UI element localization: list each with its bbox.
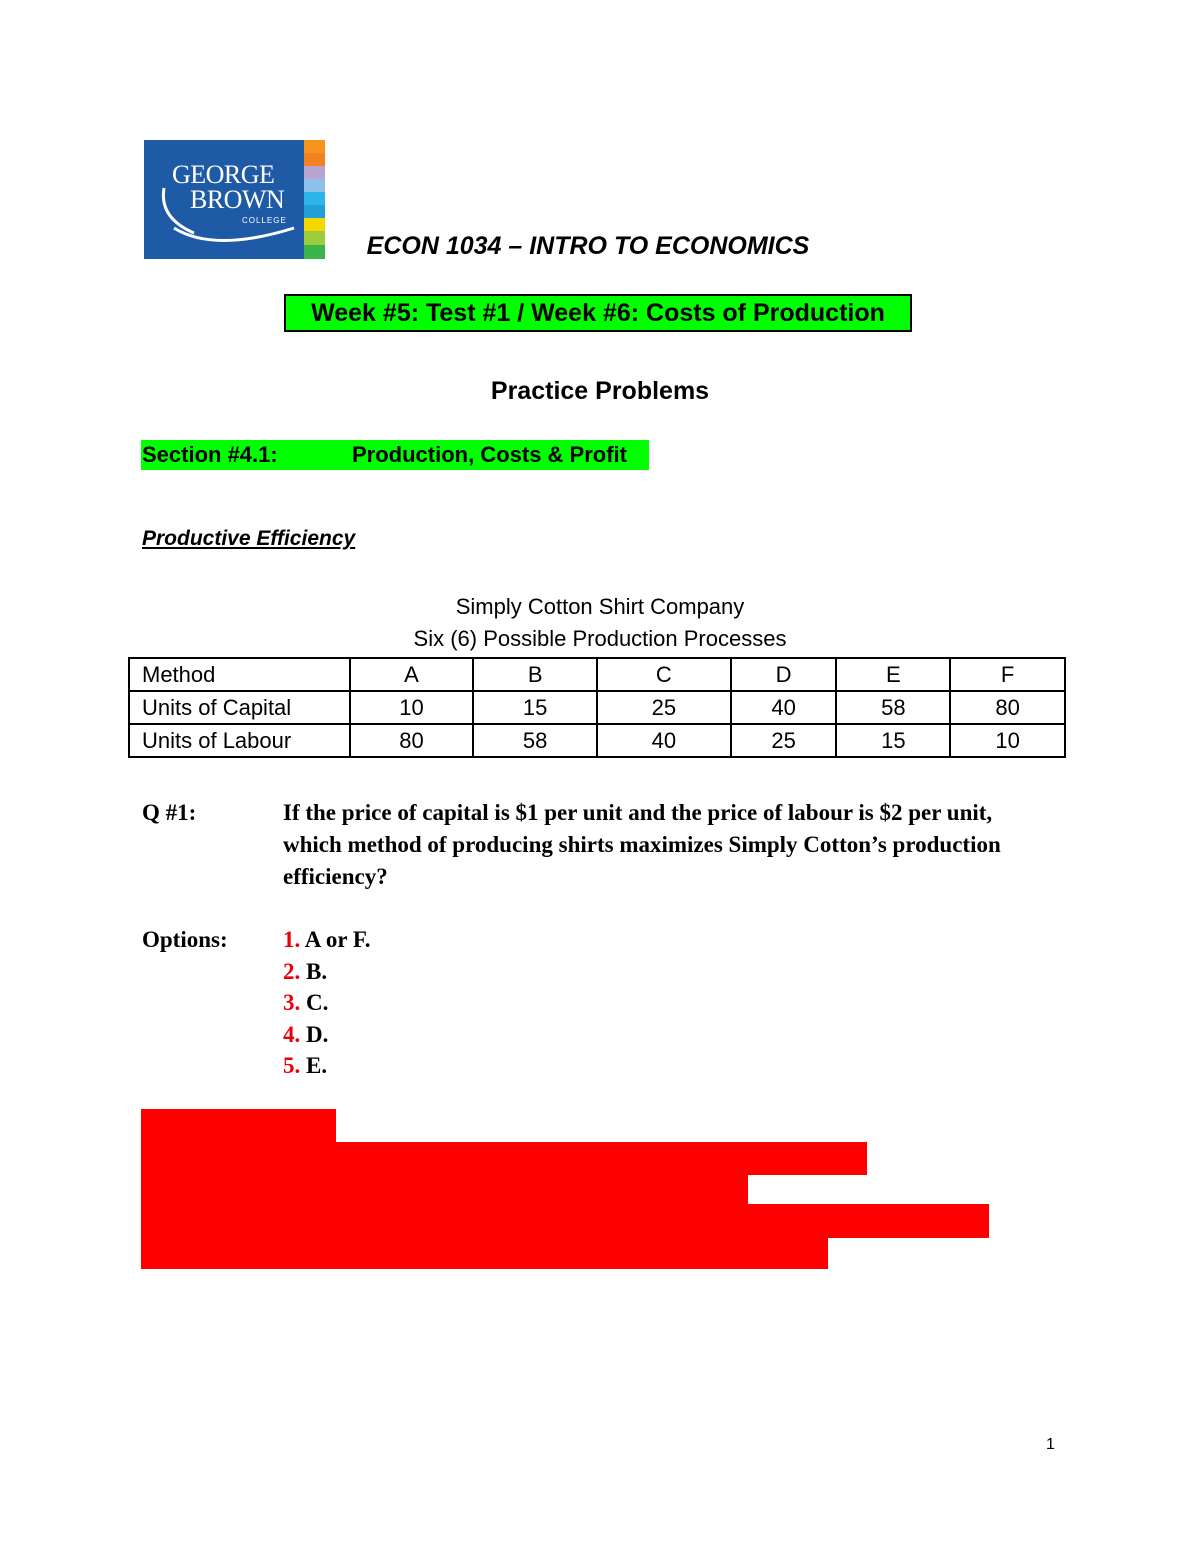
table-cell: D — [731, 658, 837, 691]
redaction-bar — [141, 1109, 336, 1143]
redaction-bar — [141, 1204, 989, 1238]
logo-text-brown: BROWN — [190, 185, 285, 214]
table-cell: 40 — [731, 691, 837, 724]
table-title: Simply Cotton Shirt Company — [455, 594, 745, 619]
page-number: 1 — [1046, 1436, 1055, 1453]
table-cell: Units of Labour — [129, 724, 350, 757]
options-label: Options: — [142, 927, 228, 952]
table-cell: B — [473, 658, 597, 691]
options-list — [283, 924, 371, 1082]
logo-color-strip — [304, 140, 325, 153]
option-number: 4. — [283, 1021, 301, 1047]
table-row — [129, 691, 1065, 724]
redaction-bar — [141, 1142, 867, 1175]
course-title: ECON 1034 – INTRO TO ECONOMICS — [366, 232, 810, 260]
table-cell: 80 — [950, 691, 1065, 724]
table-subtitle: Six (6) Possible Production Processes — [413, 626, 787, 651]
table-row — [129, 724, 1065, 757]
production-table — [128, 657, 1066, 758]
option-item[interactable] — [283, 1050, 371, 1082]
option-text: E. — [306, 1053, 328, 1078]
option-number: 2. — [283, 958, 301, 984]
table-cell: 10 — [350, 691, 474, 724]
redaction-bar — [141, 1237, 828, 1269]
option-text: A or F. — [304, 927, 371, 952]
logo-color-strip — [304, 192, 325, 205]
option-number: 5. — [283, 1053, 301, 1078]
week-title: Week #5: Test #1 / Week #6: Costs of Production — [284, 294, 912, 332]
section-number: Section #4.1: — [142, 442, 278, 467]
table-cell: 58 — [836, 691, 950, 724]
option-number: 1. — [283, 927, 301, 952]
table-cell: Units of Capital — [129, 691, 350, 724]
option-text: C. — [306, 990, 329, 1015]
table-cell: 15 — [473, 691, 597, 724]
table-header-row — [129, 658, 1065, 691]
table-cell: 40 — [597, 724, 731, 757]
option-item[interactable] — [283, 1019, 371, 1051]
question-text: If the price of capital is $1 per unit and the price of labour is $2 per unit, which method of producing shirts maximizes Simply Cotton’s production efficiency? — [283, 800, 1001, 889]
table-cell: Method — [129, 658, 350, 691]
table-cell: F — [950, 658, 1065, 691]
option-item[interactable] — [283, 987, 371, 1019]
section-name: Production, Costs & Profit — [352, 442, 627, 467]
question-label: Q #1: — [142, 800, 197, 825]
table-cell: A — [350, 658, 474, 691]
option-number: 3. — [283, 990, 301, 1015]
logo-color-strip — [304, 179, 325, 192]
option-item[interactable] — [283, 924, 371, 956]
logo-color-strip — [304, 153, 325, 166]
table-cell: C — [597, 658, 731, 691]
logo-text-george: GEORGE — [172, 160, 275, 189]
option-item[interactable] — [283, 956, 371, 988]
table-cell: 15 — [836, 724, 950, 757]
logo-color-strip — [304, 166, 325, 179]
table-cell: 25 — [731, 724, 837, 757]
table-cell: E — [836, 658, 950, 691]
table-cell: 25 — [597, 691, 731, 724]
option-text: D. — [306, 1021, 329, 1047]
practice-problems-heading: Practice Problems — [490, 377, 710, 405]
table-cell: 80 — [350, 724, 474, 757]
logo-text-college: COLLEGE — [242, 216, 287, 225]
subheading: Productive Efficiency — [142, 527, 356, 550]
table-cell: 58 — [473, 724, 597, 757]
logo-color-strip — [304, 205, 325, 218]
redaction-bar — [141, 1174, 748, 1205]
table-cell: 10 — [950, 724, 1065, 757]
logo-color-strip — [304, 218, 325, 231]
option-text: B. — [306, 958, 328, 984]
